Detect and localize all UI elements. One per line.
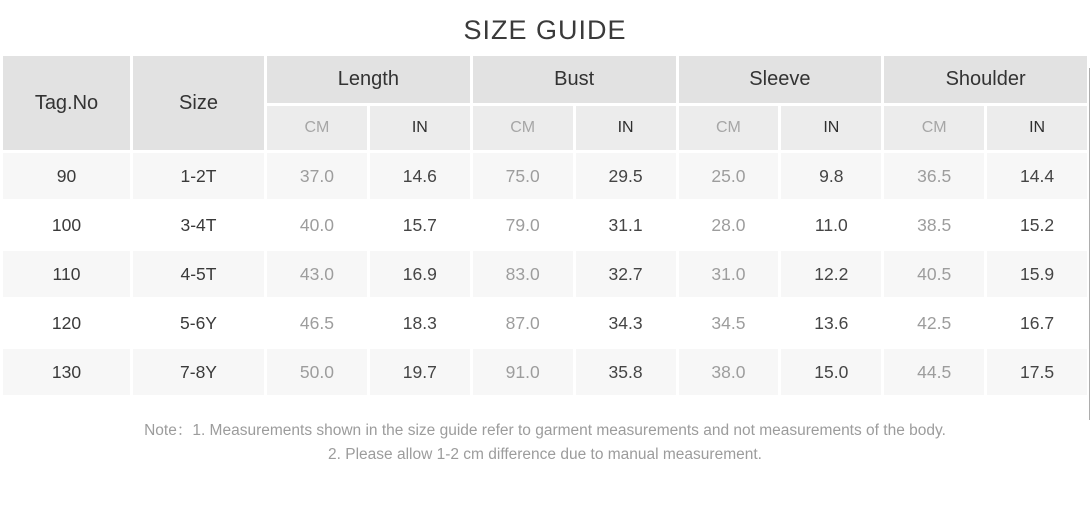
shoulder-cm-cell: 38.5 xyxy=(884,202,984,248)
size-cell: 3-4T xyxy=(133,202,264,248)
note-line-1: Note：1. Measurements shown in the size guide refer to garment measurements and not measurements of the body. xyxy=(144,422,946,439)
bust-cm-header: CM xyxy=(473,106,573,150)
tag-no-cell: 120 xyxy=(3,300,130,346)
length-in-header: IN xyxy=(370,106,470,150)
shoulder-in-cell: 16.7 xyxy=(987,300,1087,346)
table-row xyxy=(3,349,1087,395)
shoulder-cm-cell: 44.5 xyxy=(884,349,984,395)
length-cm-cell: 43.0 xyxy=(267,251,367,297)
bust-in-cell: 29.5 xyxy=(576,153,676,199)
length-cm-cell: 40.0 xyxy=(267,202,367,248)
bust-cm-cell: 75.0 xyxy=(473,153,573,199)
shoulder-in-cell: 14.4 xyxy=(987,153,1087,199)
tag-no-cell: 110 xyxy=(3,251,130,297)
length-in-cell: 16.9 xyxy=(370,251,470,297)
shoulder-cm-cell: 40.5 xyxy=(884,251,984,297)
group-header-row xyxy=(3,56,1087,103)
sleeve-cm-cell: 38.0 xyxy=(679,349,779,395)
bust-in-cell: 35.8 xyxy=(576,349,676,395)
column-header-size: Size xyxy=(133,56,264,150)
length-in-cell: 18.3 xyxy=(370,300,470,346)
tag-no-cell: 130 xyxy=(3,349,130,395)
size-cell: 7-8Y xyxy=(133,349,264,395)
bust-cm-cell: 87.0 xyxy=(473,300,573,346)
sleeve-in-cell: 9.8 xyxy=(781,153,881,199)
shoulder-cm-cell: 36.5 xyxy=(884,153,984,199)
bust-in-cell: 31.1 xyxy=(576,202,676,248)
measurement-note xyxy=(0,419,1090,467)
length-cm-cell: 50.0 xyxy=(267,349,367,395)
size-guide-table xyxy=(0,53,1090,398)
bust-in-cell: 34.3 xyxy=(576,300,676,346)
tag-no-cell: 100 xyxy=(3,202,130,248)
sleeve-cm-header: CM xyxy=(679,106,779,150)
sleeve-cm-cell: 34.5 xyxy=(679,300,779,346)
size-cell: 5-6Y xyxy=(133,300,264,346)
sleeve-in-cell: 11.0 xyxy=(781,202,881,248)
table-row xyxy=(3,251,1087,297)
sleeve-in-cell: 15.0 xyxy=(781,349,881,395)
table-row xyxy=(3,300,1087,346)
table-row xyxy=(3,202,1087,248)
shoulder-in-header: IN xyxy=(987,106,1087,150)
sleeve-cm-cell: 28.0 xyxy=(679,202,779,248)
size-cell: 1-2T xyxy=(133,153,264,199)
bust-in-header: IN xyxy=(576,106,676,150)
sleeve-in-header: IN xyxy=(781,106,881,150)
note-line-2: 2. Please allow 1-2 cm difference due to manual measurement. xyxy=(328,446,762,464)
length-in-cell: 14.6 xyxy=(370,153,470,199)
column-header-sleeve: Sleeve xyxy=(679,56,882,103)
page-title: SIZE GUIDE xyxy=(463,15,627,45)
sleeve-cm-cell: 31.0 xyxy=(679,251,779,297)
size-cell: 4-5T xyxy=(133,251,264,297)
length-cm-header: CM xyxy=(267,106,367,150)
sleeve-in-cell: 12.2 xyxy=(781,251,881,297)
bust-in-cell: 32.7 xyxy=(576,251,676,297)
bust-cm-cell: 91.0 xyxy=(473,349,573,395)
column-header-tag-no: Tag.No xyxy=(3,56,130,150)
column-header-shoulder: Shoulder xyxy=(884,56,1087,103)
bust-cm-cell: 79.0 xyxy=(473,202,573,248)
shoulder-in-cell: 15.9 xyxy=(987,251,1087,297)
shoulder-cm-header: CM xyxy=(884,106,984,150)
sleeve-cm-cell: 25.0 xyxy=(679,153,779,199)
sleeve-in-cell: 13.6 xyxy=(781,300,881,346)
table-row xyxy=(3,153,1087,199)
shoulder-cm-cell: 42.5 xyxy=(884,300,984,346)
column-header-length: Length xyxy=(267,56,470,103)
length-cm-cell: 37.0 xyxy=(267,153,367,199)
length-cm-cell: 46.5 xyxy=(267,300,367,346)
column-header-bust: Bust xyxy=(473,56,676,103)
shoulder-in-cell: 15.2 xyxy=(987,202,1087,248)
shoulder-in-cell: 17.5 xyxy=(987,349,1087,395)
length-in-cell: 19.7 xyxy=(370,349,470,395)
bust-cm-cell: 83.0 xyxy=(473,251,573,297)
tag-no-cell: 90 xyxy=(3,153,130,199)
length-in-cell: 15.7 xyxy=(370,202,470,248)
